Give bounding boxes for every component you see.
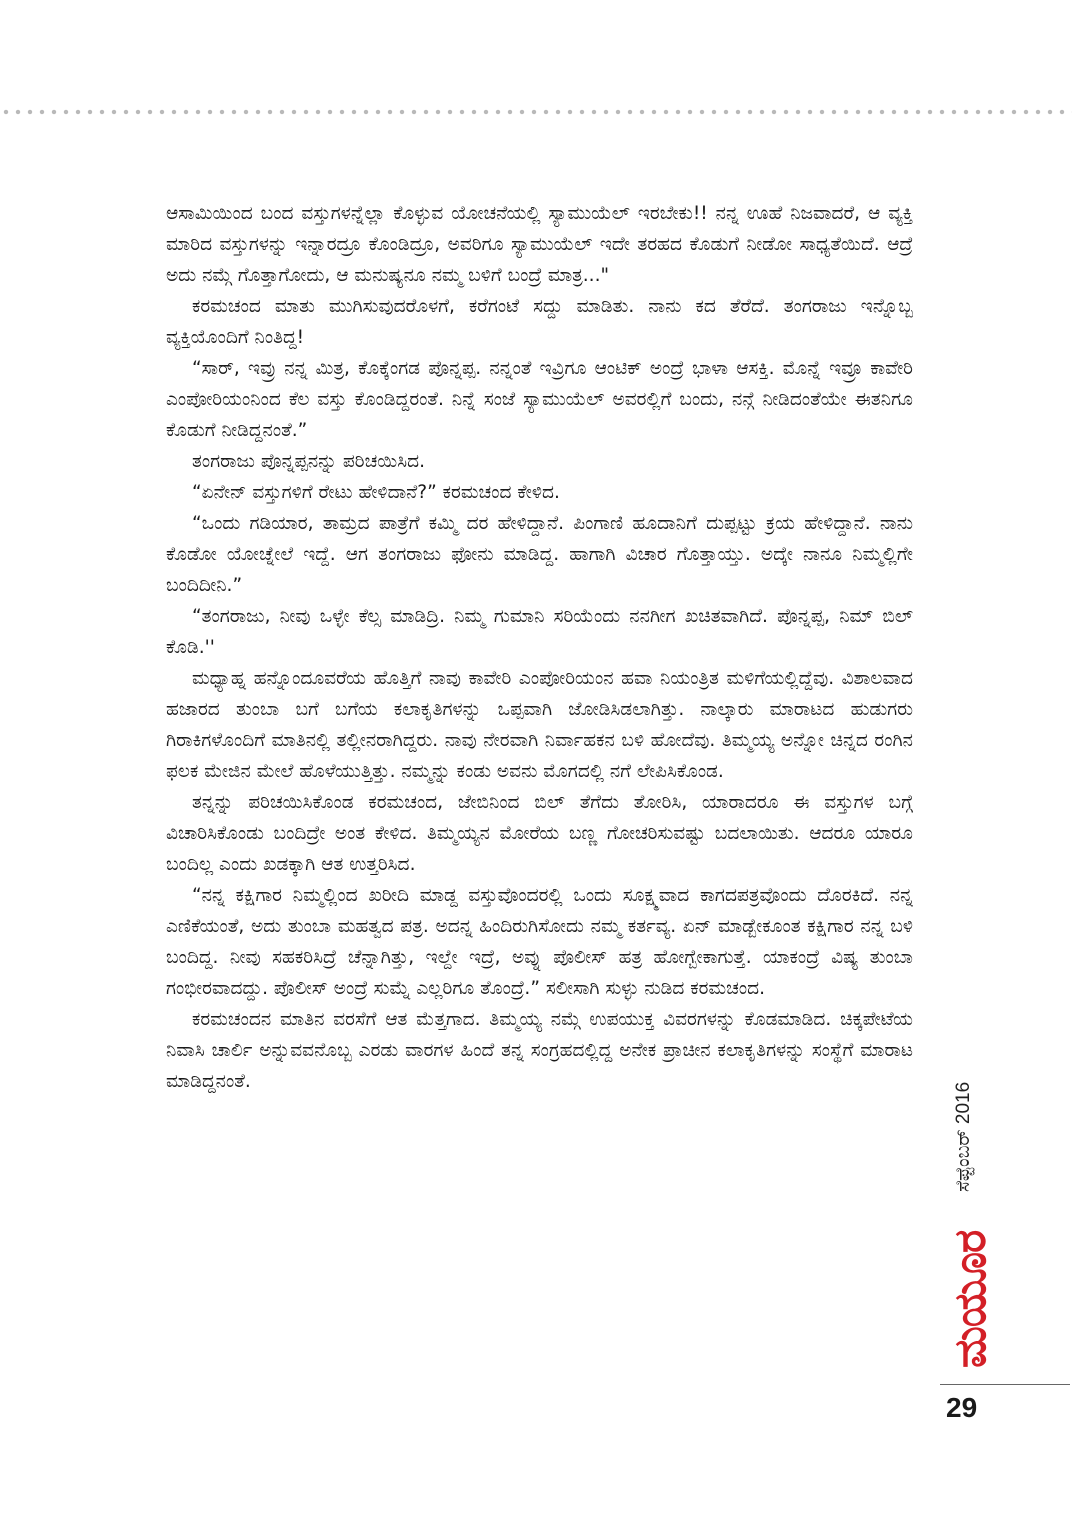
article-paragraph: “ಸಾರ್, ಇವ್ರು ನನ್ನ ಮಿತ್ರ, ಕೊಕ್ಕೆಂಗಡ ಪೊನ್ನಪ್ಪ. ನನ್ನಂತೆ ಇವ್ರಿಗೂ ಆಂಟಿಕ್ ಅಂದ್ರೆ ಭಾಳಾ ಆಸಕ್ತಿ. ಮೊನ್ನೆ ಇವ್ರೂ ಕಾವೇರಿ ಎಂಪೋರಿಯಂನಿಂದ ಕೆಲ ವಸ್ತು ಕೊಂಡಿದ್ದರಂತೆ. ನಿನ್ನೆ ಸಂಜೆ ಸ್ಯಾಮುಯೆಲ್ ಅವರಲ್ಲಿಗೆ ಬಂದು, ನನ್ಗೆ ನೀಡಿದಂತೆಯೇ ಈತನಿಗೂ ಕೊಡುಗೆ ನೀಡಿದ್ದನಂತೆ.” [166, 358, 913, 441]
footer-rule [940, 1384, 1070, 1385]
article-paragraph: ತನ್ನನ್ನು ಪರಿಚಯಿಸಿಕೊಂಡ ಕರಮಚಂದ, ಜೇಬಿನಿಂದ ಬಿಲ್ ತೆಗೆದು ತೋರಿಸಿ, ಯಾರಾದರೂ ಈ ವಸ್ತುಗಳ ಬಗ್ಗೆ ವಿಚಾರಿಸಿಕೊಂಡು ಬಂದಿದ್ರೇ ಅಂತ ಕೇಳಿದ. ತಿಮ್ಮಯ್ಯನ ಮೋರೆಯ ಬಣ್ಣ ಗೋಚರಿಸುವಷ್ಟು ಬದಲಾಯಿತು. ಆದರೂ ಯಾರೂ ಬಂದಿಲ್ಲ ಎಂದು ಖಡಕ್ಕಾಗಿ ಆತ ಉತ್ತರಿಸಿದ. [166, 792, 913, 875]
article-paragraph: “ತಂಗರಾಜು, ನೀವು ಒಳ್ಳೇ ಕೆಲ್ಸ ಮಾಡಿದ್ರಿ. ನಿಮ್ಮ ಗುಮಾನಿ ಸರಿಯೆಂದು ನನಗೀಗ ಖಚಿತವಾಗಿದೆ. ಪೊನ್ನಪ್ಪ, ನಿಮ್ ಬಿಲ್ ಕೊಡಿ.'' [166, 606, 913, 658]
page-number: 29 [946, 1392, 978, 1423]
dotted-divider [0, 108, 1072, 116]
article-paragraph: ಆಸಾಮಿಯಿಂದ ಬಂದ ವಸ್ತುಗಳನ್ನೆಲ್ಲಾ ಕೊಳ್ಳುವ ಯೋಚನೆಯಲ್ಲಿ ಸ್ಯಾಮುಯೆಲ್ ಇರಬೇಕು!! ನನ್ನ ಊಹೆ ನಿಜವಾದರೆ, ಆ ವ್ಯಕ್ತಿ ಮಾರಿದ ವಸ್ತುಗಳನ್ನು ಇನ್ನಾರದ್ರೂ ಕೊಂಡಿದ್ರೂ, ಅವರಿಗೂ ಸ್ಯಾಮುಯೆಲ್ ಇದೇ ತರಹದ ಕೊಡುಗೆ ನೀಡೋ ಸಾಧ್ಯತೆಯಿದೆ. ಆದ್ರೆ ಅದು ನಮ್ಗೆ ಗೊತ್ತಾಗೋದು, ಆ ಮನುಷ್ಯನೂ ನಮ್ಮ ಬಳಿಗೆ ಬಂದ್ರೆ ಮಾತ್ರ..." [166, 203, 913, 286]
article-paragraph: “ಒಂದು ಗಡಿಯಾರ, ತಾಮ್ರದ ಪಾತ್ರೆಗೆ ಕಮ್ಮಿ ದರ ಹೇಳಿದ್ದಾನೆ. ಪಿಂಗಾಣಿ ಹೂದಾನಿಗೆ ದುಪ್ಪಟ್ಟು ಕ್ರಯ ಹೇಳಿದ್ದಾನೆ. ನಾನು ಕೊಡೋ ಯೋಚ್ನೇಲೆ ಇದ್ದೆ. ಆಗ ತಂಗರಾಜು ಫೋನು ಮಾಡಿದ್ದ. ಹಾಗಾಗಿ ವಿಚಾರ ಗೊತ್ತಾಯ್ತು. ಅದ್ಕೇ ನಾನೂ ನಿಮ್ಮಲ್ಲಿಗೇ ಬಂದಿದೀನಿ.” [166, 513, 913, 596]
article-paragraph: ಮಧ್ಯಾಹ್ನ ಹನ್ನೊಂದೂವರೆಯ ಹೊತ್ತಿಗೆ ನಾವು ಕಾವೇರಿ ಎಂಪೋರಿಯಂನ ಹವಾ ನಿಯಂತ್ರಿತ ಮಳಿಗೆಯಲ್ಲಿದ್ದೆವು. ವಿಶಾಲವಾದ ಹಜಾರದ ತುಂಬಾ ಬಗೆ ಬಗೆಯ ಕಲಾಕೃತಿಗಳನ್ನು ಒಪ್ಪವಾಗಿ ಜೋಡಿಸಿಡಲಾಗಿತ್ತು. ನಾಲ್ಕಾರು ಮಾರಾಟದ ಹುಡುಗರು ಗಿರಾಕಿಗಳೊಂದಿಗೆ ಮಾತಿನಲ್ಲಿ ತಲ್ಲೀನರಾಗಿದ್ದರು. ನಾವು ನೇರವಾಗಿ ನಿರ್ವಾಹಕನ ಬಳಿ ಹೋದೆವು. ತಿಮ್ಮಯ್ಯ ಅನ್ನೋ ಚಿನ್ನದ ರಂಗಿನ ಫಲಕ ಮೇಜಿನ ಮೇಲೆ ಹೊಳೆಯುತ್ತಿತ್ತು. ನಮ್ಮನ್ನು ಕಂಡು ಅವನು ಮೊಗದಲ್ಲಿ ನಗೆ ಲೇಪಿಸಿಕೊಂಡ. [166, 668, 913, 782]
article-paragraph: ತಂಗರಾಜು ಪೊನ್ನಪ್ಪನನ್ನು ಪರಿಚಯಿಸಿದ. [192, 451, 426, 472]
magazine-name: ಮಯೂರ [945, 1230, 996, 1368]
magazine-logo [940, 1210, 1004, 1370]
issue-date: ಸೆಪ್ಟೆಂಬರ್ 2016 [953, 1081, 974, 1192]
article-paragraph: “ಏನೇನ್ ವಸ್ತುಗಳಿಗೆ ರೇಟು ಹೇಳಿದಾನೆ?” ಕರಮಚಂದ ಕೇಳಿದ. [192, 482, 560, 503]
article-body [166, 198, 913, 1408]
article-paragraph: “ನನ್ನ ಕಕ್ಷಿಗಾರ ನಿಮ್ಮಲ್ಲಿಂದ ಖರೀದಿ ಮಾಡ್ದ ವಸ್ತುವೊಂದರಲ್ಲಿ ಒಂದು ಸೂಕ್ಷ್ಮವಾದ ಕಾಗದಪತ್ರವೊಂದು ದೊರಕಿದೆ. ನನ್ನ ಎಣಿಕೆಯಂತೆ, ಅದು ತುಂಬಾ ಮಹತ್ವದ ಪತ್ರ. ಅದನ್ನ ಹಿಂದಿರುಗಿಸೋದು ನಮ್ಮ ಕರ್ತವ್ಯ. ಏನ್ ಮಾಡ್ಬೇಕೂಂತ ಕಕ್ಷಿಗಾರ ನನ್ನ ಬಳಿ ಬಂದಿದ್ದ. ನೀವು ಸಹಕರಿಸಿದ್ರೆ ಚೆನ್ನಾಗಿತ್ತು, ಇಲ್ದೇ ಇದ್ರೆ, ಅವ್ನು ಪೊಲೀಸ್ ಹತ್ರ ಹೋಗ್ಬೇಕಾಗುತ್ತೆ. ಯಾಕಂದ್ರೆ ವಿಷ್ಯ ತುಂಬಾ ಗಂಭೀರವಾದದ್ದು. ಪೊಲೀಸ್ ಅಂದ್ರೆ ಸುಮ್ನೆ ಎಲ್ಲರಿಗೂ ತೊಂದ್ರೆ.” ಸಲೀಸಾಗಿ ಸುಳ್ಳು ನುಡಿದ ಕರಮಚಂದ. [166, 885, 913, 999]
article-paragraph: ಕರಮಚಂದ ಮಾತು ಮುಗಿಸುವುದರೊಳಗೆ, ಕರೆಗಂಟೆ ಸದ್ದು ಮಾಡಿತು. ನಾನು ಕದ ತೆರೆದೆ. ತಂಗರಾಜು ಇನ್ನೊಬ್ಬ ವ್ಯಕ್ತಿಯೊಂದಿಗೆ ನಿಂತಿದ್ದ! [166, 296, 913, 348]
article-paragraph: ಕರಮಚಂದನ ಮಾತಿನ ವರಸೆಗೆ ಆತ ಮೆತ್ತಗಾದ. ತಿಮ್ಮಯ್ಯ ನಮ್ಗೆ ಉಪಯುಕ್ತ ವಿವರಗಳನ್ನು ಕೊಡಮಾಡಿದ. ಚಿಕ್ಕಪೇಟೆಯ ನಿವಾಸಿ ಚಾರ್ಲಿ ಅನ್ನುವವನೊಬ್ಬ ಎರಡು ವಾರಗಳ ಹಿಂದೆ ತನ್ನ ಸಂಗ್ರಹದಲ್ಲಿದ್ದ ಅನೇಕ ಪ್ರಾಚೀನ ಕಲಾಕೃತಿಗಳನ್ನು ಸಂಸ್ಥೆಗೆ ಮಾರಾಟ ಮಾಡಿದ್ದನಂತೆ. [166, 1009, 913, 1092]
magazine-sidebar [940, 1080, 996, 1380]
